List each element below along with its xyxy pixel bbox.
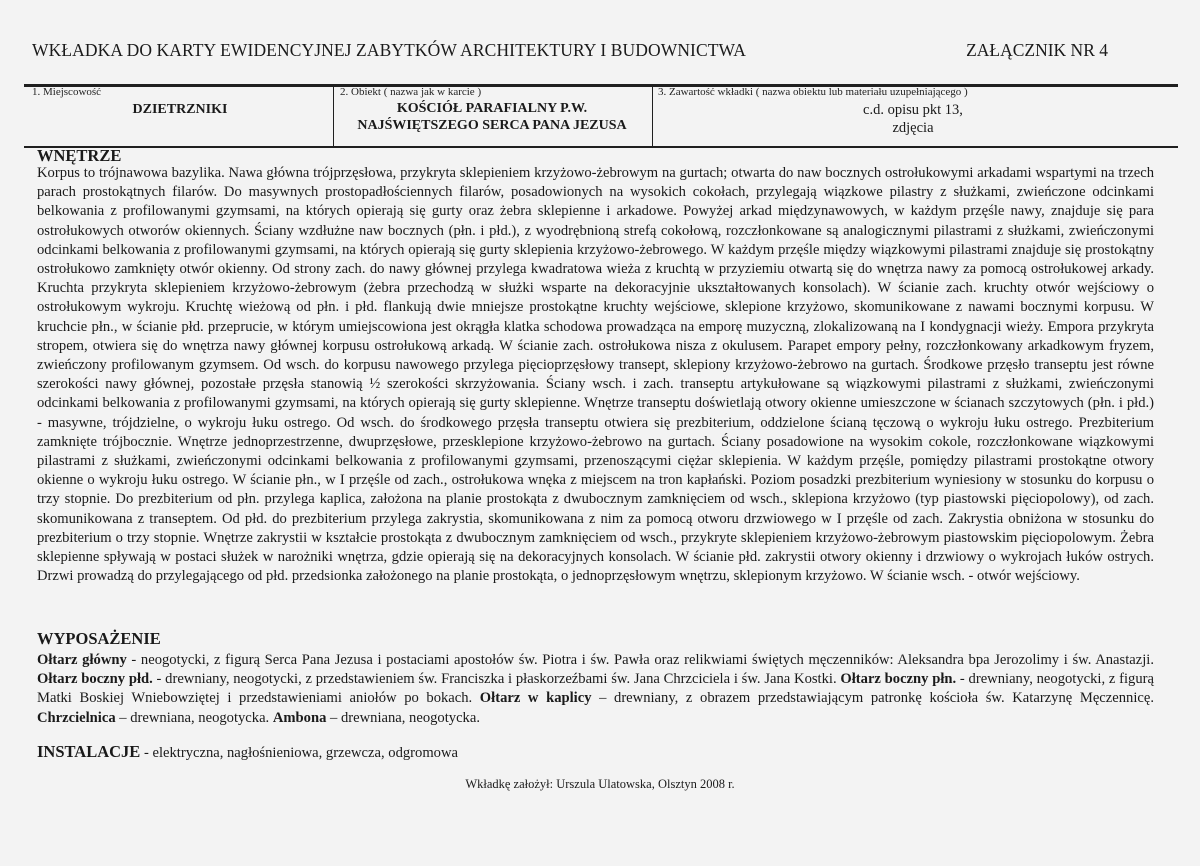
contents-value-line2: zdjęcia [892,120,934,136]
object-label: 2. Obiekt ( nazwa jak w karcie ) [340,86,482,98]
object-value-line2: NAJŚWIĘTSZEGO SERCA PANA JEZUSA [357,118,627,133]
furnishing-description: - drewniany, neogotycki, z przedstawieniem św. Franciszka i płaskorzeźbami św. Jana Chrzciciela i św. Jana Kostki. [152,671,841,688]
furnishing-name: Ołtarz boczny płn. [840,671,957,688]
installations-heading: INSTALACJE [37,742,141,761]
furnishings-text [37,651,1154,728]
furnishing-name: Ambona [272,709,327,726]
furnishing-name: Ołtarz główny [37,652,127,668]
author-footer: Wkładkę założył: Urszula Ulatowska, Olsztyn 2008 r. [465,777,735,791]
furnishing-description: – drewniana, neogotycka. [326,709,480,726]
furnishing-description: - drewniany, neogotycki, z figurą Matki Boskiej Wniebowziętej i przedstawieniami aniołów po bokach. [37,671,1154,707]
locality-label: 1. Miejscowość [32,86,102,98]
contents-value-line1: c.d. opisu pkt 13, [863,102,963,118]
document-title: WKŁADKA DO KARTY EWIDENCYJNEJ ZABYTKÓW ARCHITEKTURY I BUDOWNICTWA [32,40,746,60]
object-value-line1: KOŚCIÓŁ PARAFIALNY P.W. [396,101,588,116]
installations-line [37,742,458,762]
locality-value: DZIETRZNIKI [132,102,228,117]
furnishing-description: – drewniany, z obrazem przedstawiającym patronkę kościoła św. Katarzynę Męczennicę. [591,690,1154,707]
annex-number: ZAŁĄCZNIK NR 4 [966,40,1108,60]
installations-text: - elektryczna, nagłośnieniowa, grzewcza, odgromowa [140,745,458,761]
interior-heading: WNĘTRZE [37,146,122,165]
furnishing-description: – drewniana, neogotycka. [115,709,273,726]
fields-rule [24,146,1178,148]
cell-divider-2 [652,86,653,146]
interior-paragraph: Korpus to trójnawowa bazylika. Nawa główna trójprzęsłowa, przykryta sklepieniem krzyżowo-żebrowym na gurtach; otwarta do naw bocznych ostrołukowymi arkadami wspartymi na trzech parach prostokątnych filarów. Do masywnych prostopadłościennych filarów, posadowionych na wysokich cokołach, przylegają wiązkowe pilastry z służkami, zwieńczone odcinkami belkowania z profilowanymi gzymsami, na których opierają się gurty oraz żebra sklepienne i arkadowe. Powyżej arkad międzynawowych, w każdym przęśle nawy, znajduje się para ostrołukowych otworów okiennych. Ściany wzdłużne naw bocznych (płn. i płd.), z wyodrębnioną strefą cokołową, rozczłonkowane są analogicznymi pilastrami z służkami, zwieńczonymi odcinkami belkowania z profilowanymi gzymsami, na których opierają się gurty sklepienia krzyżowo-żebrowego. W każdym przęśle między wiązkowymi pilastrami znajduje się prostokątny ostrołukowo zamknięty otwór okienny. Od strony zach. do nawy głównej przylega kwadratowa wieża z kruchtą w przyziemiu otwartą się do wnętrza nawy za pomocą ostrołukowej arkady. Kruchta przykryta sklepieniem krzyżowo-żebrowym (żebra przechodzą w służki wsparte na dekoracyjnie ukształtowanych konsolach). W ścianie zach. kruchty otwór wejściowy o ostrołukowym wykroju. Kruchtę wieżową od płn. i płd. flankują dwie mniejsze prostokątne kruchty wejściowe, sklepione krzyżowo, skomunikowane z nawami bocznymi korpusu. W kruchcie płn., w ścianie płd. przeprucie, w którym umiejscowiona jest okrągła klatka schodowa prowadząca na emporę muzyczną, zlokalizowaną na I kondygnacji wieży. Empora przykryta stropem, otwiera się do wnętrza nawy głównej korpusu ostrołukową arkadą. W ścianie zach. ostrołukowa nisza z okulusem. Parapet empory pełny, rozczłonkowany arkadkowym fryzem, zwieńczony profilowanym gzymsem. Od wsch. do korpusu nawowego przylega pięcioprzęsłowy transept, sklepiony krzyżowo-żebrowo na gurtach. Środkowe przęsło transeptu jest równe szerokości nawy głównej, pozostałe przęsła stanowią ½ szerokości skrzyżowania. Ściany wsch. i zach. transeptu artykułowane są wiązkowymi pilastrami z służkami, zwieńczonymi odcinkami belkowania z profilowanymi gzymsami, na których opierają się gurty sklepienne. Wnętrze transeptu doświetlają otwory okienne umieszczone w ścianach szczytowych (płn. i płd.) - masywne, trójdzielne, o wykroju łuku ostrego. Od wsch. do środkowego przęsła transeptu otwiera się prezbiterium, oddzielone ścianą tęczową o wykroju łuku ostrego. Prezbiterium zamknięte trójbocznie. Wnętrze jednoprzestrzenne, dwuprzęsłowe, przesklepione krzyżowo-żebrowo na gurtach. Ściany posadowione na wysokim cokole, rozczłonkowane wiązkowymi pilastrami z służkami, zwieńczonymi odcinkami belkowania z profilowanymi gzymsami, przenoszącymi ciężar sklepienia. W każdym przęśle, pomiędzy pilastrami prostokątne otwory okienne o wykroju łuku ostrego. W ścianie płn., w I przęśle od zach., ostrołukowa wnęka z miejscem na tron kapłański. Poziom posadzki prezbiterium wyniesiony w stosunku do korpusu o trzy stopnie. Do prezbiterium od płn. przylega kaplica, założona na planie prostokąta z dwubocznym zamknięciem od wsch., sklepiona krzyżowo (typ piastowski pięciopolowy), od zach. skomunikowana z transeptem. Od płd. do prezbiterium przylega zakrystia, skomunikowana z nim za pomocą otworu drzwiowego w I przęśle od zach. Zakrystia obniżona w stosunku do prezbiterium o trzy stopnie. Wnętrze zakrystii w kształcie prostokąta z dwubocznym zamknięciem od wsch., przykryte sklepieniem krzyżowo-żebrowym piastowskim pięciopolowym. Żebra sklepienne spływają w postaci służek w narożniki wnętrza, gdzie opierają się na dekoracyjnych konsolach. W ścianie płd. zakrystii otwory okienny i drzwiowy o wykrojach łuków ostrych. Drzwi prowadzą do przylegającego od płd. przedsionka założonego na planie prostokąta, o jednoprzęsłowym wnętrzu, sklepionym krzyżowo. W ścianie wsch. - otwór wejściowy. [37,165,1154,585]
cell-divider-1 [333,86,334,146]
furnishing-name: Ołtarz boczny płd. [37,671,153,688]
interior-text [37,164,1154,586]
furnishing-name: Chrzcielnica [37,709,116,726]
furnishing-name: Ołtarz w kaplicy [479,690,592,707]
furnishings-heading: WYPOSAŻENIE [37,629,161,648]
header-rule [24,84,1178,87]
contents-label: 3. Zawartość wkładki ( nazwa obiektu lub materiału uzupełniającego ) [658,86,968,98]
furnishing-description: - neogotycki, z figurą Serca Pana Jezusa i postaciami apostołów św. Piotra i św. Pawła oraz relikwiami świętych męczenników: Aleksandra bpa Jerozolimy i św. Anastazji. [126,652,1154,668]
furnishings-paragraph [37,651,1154,728]
